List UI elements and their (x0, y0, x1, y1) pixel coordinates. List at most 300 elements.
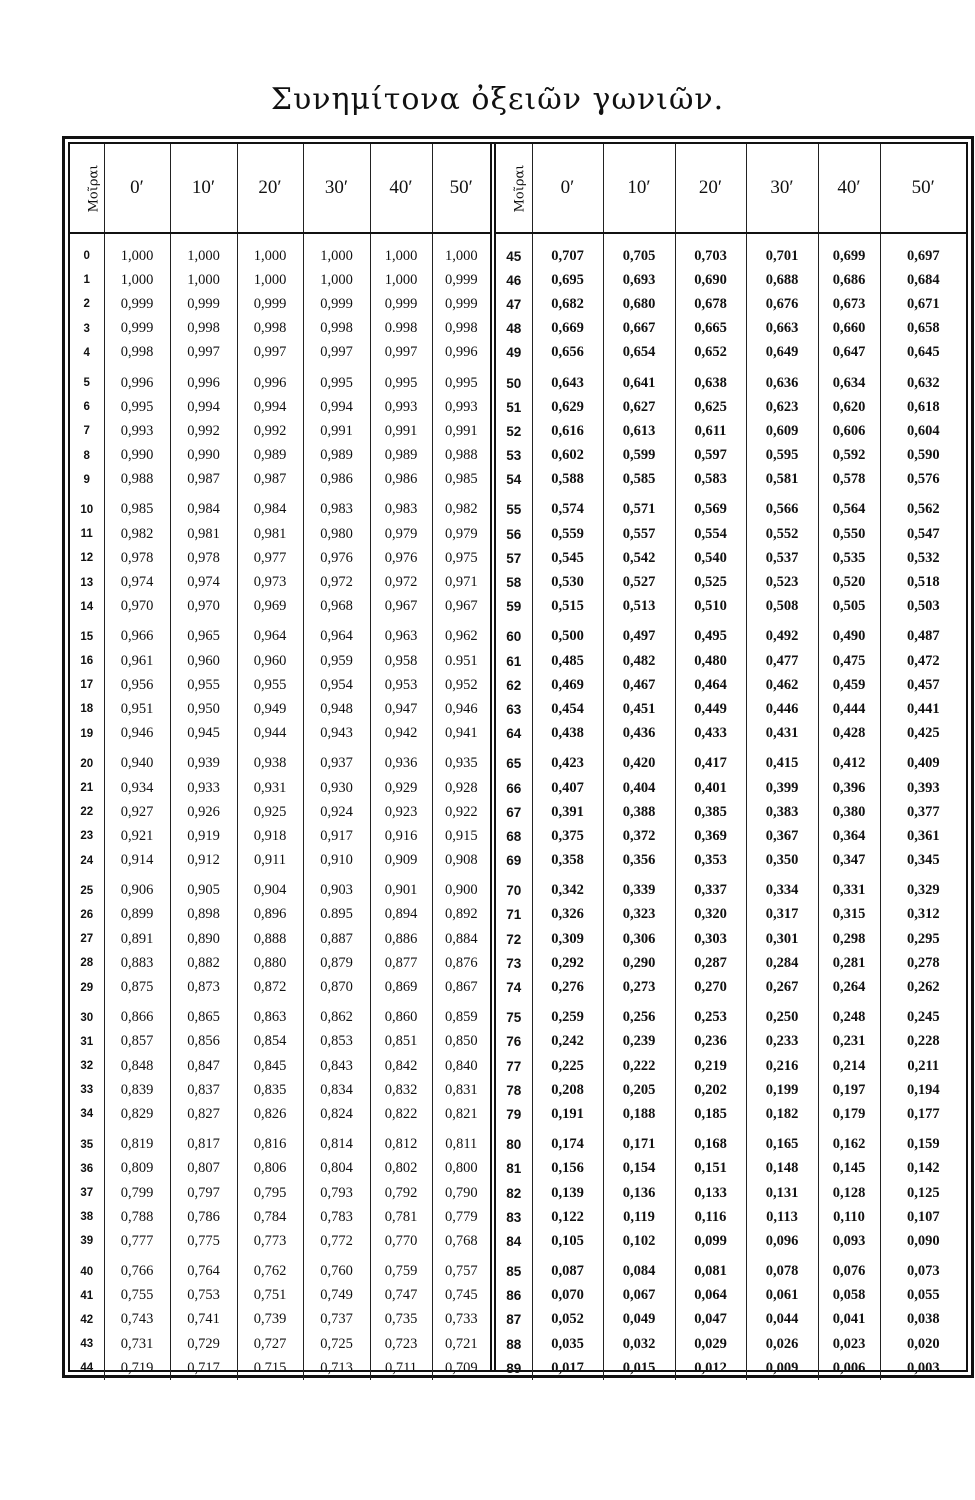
table-row (70, 1332, 490, 1356)
degree-cell: 0 (83, 250, 90, 263)
cosine-value-cell: 1,000 (170, 233, 237, 268)
cosine-value-cell: 0,911 (237, 849, 303, 873)
table-row (70, 1308, 490, 1332)
cosine-value-cell: 0,239 (603, 1030, 675, 1054)
degree-cell: 6 (83, 401, 90, 414)
cosine-value-cell: 0,997 (170, 341, 237, 365)
table-row (70, 444, 490, 468)
cosine-value-cell: 0,505 (818, 595, 880, 619)
cosine-value-cell: 0,733 (432, 1308, 490, 1332)
table-row (496, 395, 966, 419)
degree-cell: 85 (506, 1264, 522, 1280)
cosine-value-cell: 0,790 (432, 1181, 490, 1205)
cosine-value-cell: 0,464 (675, 673, 746, 697)
cosine-value-cell: 0,883 (104, 951, 170, 975)
cosine-value-cell: 0.715 (237, 1356, 303, 1380)
cosine-value-cell: 0,843 (303, 1054, 370, 1078)
cosine-value-cell: 0,703 (675, 233, 746, 268)
cosine-value-cell: 0,562 (880, 492, 966, 522)
cosine-value-cell: 0,329 (880, 873, 966, 903)
cosine-value-cell: 0,729 (170, 1332, 237, 1356)
cosine-value-cell: 0,705 (603, 233, 675, 268)
degree-cell: 71 (506, 907, 522, 923)
table-row (70, 317, 490, 341)
table-row (496, 722, 966, 746)
degree-cell: 78 (506, 1082, 522, 1098)
cosine-value-cell: 0,542 (603, 546, 675, 570)
degree-cell: 39 (80, 1235, 94, 1248)
cosine-value-cell: 0,860 (370, 1000, 432, 1030)
cosine-value-cell: 0,926 (170, 800, 237, 824)
cosine-value-cell: 0,891 (104, 927, 170, 951)
cosine-value-cell: 0,735 (370, 1308, 432, 1332)
cosine-value-cell: 0,969 (237, 595, 303, 619)
cosine-value-cell: 0,870 (303, 975, 370, 999)
table-row (70, 268, 490, 292)
column-header: 20′ (675, 144, 746, 233)
table-row (496, 468, 966, 492)
cosine-value-cell: 0,949 (237, 697, 303, 721)
cosine-value-cell: 0,673 (818, 292, 880, 316)
cosine-value-cell: 0,417 (675, 746, 746, 776)
degree-cell: 89 (506, 1360, 522, 1376)
cosine-value-cell: 0,264 (818, 975, 880, 999)
cosine-value-cell: 0,982 (432, 492, 490, 522)
cosine-value-cell: 0,547 (880, 522, 966, 546)
cosine-value-cell: 0,989 (303, 444, 370, 468)
table-row (70, 849, 490, 873)
table-row (496, 975, 966, 999)
cosine-value-cell: 0,676 (746, 292, 818, 316)
cosine-value-cell: 0,937 (303, 746, 370, 776)
cosine-value-cell: 0,721 (432, 1332, 490, 1356)
table-row (70, 1030, 490, 1054)
cosine-value-cell: 0,837 (170, 1078, 237, 1102)
degree-cell: 4 (83, 346, 90, 359)
cosine-value-cell: 0,081 (675, 1254, 746, 1284)
cosine-value-cell: 0,613 (603, 419, 675, 443)
cosine-value-cell: 0,361 (880, 824, 966, 848)
cosine-value-cell: 0,942 (370, 722, 432, 746)
degree-cell: 1 (83, 274, 90, 287)
cosine-value-cell: 0,420 (603, 746, 675, 776)
cosine-value-cell: 0,222 (603, 1054, 675, 1078)
cosine-value-cell: 0,116 (675, 1205, 746, 1229)
cosine-value-cell: 0,951 (104, 697, 170, 721)
cosine-value-cell: 0,020 (880, 1332, 966, 1356)
cosine-value-cell: 0,865 (170, 1000, 237, 1030)
cosine-value-cell: 0,989 (370, 444, 432, 468)
cosine-value-cell: 0,367 (746, 824, 818, 848)
cosine-value-cell: 0,388 (603, 800, 675, 824)
cosine-value-cell: 0,609 (746, 419, 818, 443)
cosine-value-cell: 0,713 (303, 1356, 370, 1380)
table-row (496, 1054, 966, 1078)
cosine-value-cell: 0,581 (746, 468, 818, 492)
cosine-value-cell: 0,980 (303, 522, 370, 546)
cosine-value-cell: 0,935 (432, 746, 490, 776)
cosine-value-cell: 0,500 (532, 619, 603, 649)
cosine-value-cell: 0,869 (370, 975, 432, 999)
cosine-value-cell: 0,179 (818, 1102, 880, 1126)
cosine-value-cell: 0,924 (303, 800, 370, 824)
cosine-value-cell: 0,981 (170, 522, 237, 546)
cosine-value-cell: 0,853 (303, 1030, 370, 1054)
cosine-value-cell: 0,786 (170, 1205, 237, 1229)
cosine-value-cell: 0,532 (880, 546, 966, 570)
degree-cell: 80 (506, 1137, 522, 1153)
degree-cell: 51 (506, 399, 522, 415)
cosine-value-cell: 0,107 (880, 1205, 966, 1229)
column-header: 10′ (170, 144, 237, 233)
table-row (496, 1102, 966, 1126)
cosine-value-cell: 0,947 (370, 697, 432, 721)
cosine-value-cell: 0,590 (880, 444, 966, 468)
table-row (496, 595, 966, 619)
cosine-value-cell: 0,807 (170, 1157, 237, 1181)
cosine-value-cell: 0,550 (818, 522, 880, 546)
cosine-value-cell: 0,962 (432, 619, 490, 649)
cosine-value-cell: 0,641 (603, 365, 675, 395)
cosine-value-cell: 0,925 (237, 800, 303, 824)
cosine-value-cell: 0,963 (370, 619, 432, 649)
cosine-value-cell: 0,636 (746, 365, 818, 395)
cosine-value-cell: 0,943 (303, 722, 370, 746)
degrees-header-label: Μοῖραι (86, 164, 102, 213)
page-title: Συνημίτονα ὀξειῶν γωνιῶν. (270, 82, 725, 117)
cosine-value-cell: 0,645 (880, 341, 966, 365)
cosine-value-cell: 0,205 (603, 1078, 675, 1102)
cosine-value-cell: 0,991 (370, 419, 432, 443)
cosine-value-cell: 0,959 (303, 649, 370, 673)
cosine-value-cell: 0,656 (532, 341, 603, 365)
table-row (70, 468, 490, 492)
cosine-value-cell: 0,695 (532, 268, 603, 292)
cosine-value-cell: 0,105 (532, 1229, 603, 1253)
cosine-value-cell: 0,998 (170, 317, 237, 341)
cosine-value-cell: 0,423 (532, 746, 603, 776)
column-header: 50′ (432, 144, 490, 233)
cosine-value-cell: 0.895 (303, 903, 370, 927)
table-row (70, 595, 490, 619)
degree-cell: 37 (80, 1187, 94, 1200)
table-row (496, 619, 966, 649)
cosine-value-cell: 0,475 (818, 649, 880, 673)
cosine-value-cell: 0,999 (303, 292, 370, 316)
cosine-value-cell: 0,510 (675, 595, 746, 619)
table-row (496, 903, 966, 927)
cosine-value-cell: 0,199 (746, 1078, 818, 1102)
cosine-value-cell: 0,292 (532, 951, 603, 975)
cosine-value-cell: 0,078 (746, 1254, 818, 1284)
degree-cell: 31 (80, 1035, 94, 1048)
cosine-value-cell: 0,964 (303, 619, 370, 649)
cosine-value-cell: 0,345 (880, 849, 966, 873)
cosine-value-cell: 0,233 (746, 1030, 818, 1054)
cosine-value-cell: 0,165 (746, 1127, 818, 1157)
cosine-value-cell: 0,052 (532, 1308, 603, 1332)
cosine-value-cell: 0,652 (675, 341, 746, 365)
cosine-value-cell: 0,824 (303, 1102, 370, 1126)
cosine-value-cell: 0,495 (675, 619, 746, 649)
degree-cell: 13 (80, 576, 94, 589)
cosine-value-cell: 0,369 (675, 824, 746, 848)
cosine-value-cell: 0,955 (170, 673, 237, 697)
cosine-value-cell: 0,372 (603, 824, 675, 848)
degree-cell: 55 (506, 502, 522, 518)
cosine-value-cell: 0,788 (104, 1205, 170, 1229)
degree-cell: 73 (506, 955, 522, 971)
table-row (496, 233, 966, 268)
cosine-value-cell: 0,457 (880, 673, 966, 697)
cosine-value-cell: 0,975 (432, 546, 490, 570)
cosine-value-cell: 0,982 (104, 522, 170, 546)
cosine-value-cell: 0,148 (746, 1157, 818, 1181)
cosine-value-cell: 0,998 (303, 317, 370, 341)
table-row (496, 1157, 966, 1181)
cosine-value-cell: 0,290 (603, 951, 675, 975)
degree-cell: 83 (506, 1209, 522, 1225)
cosine-value-cell: 0,592 (818, 444, 880, 468)
cosine-value-cell: 0,955 (237, 673, 303, 697)
cosine-value-cell: 0,574 (532, 492, 603, 522)
cosine-value-cell: 0,588 (532, 468, 603, 492)
cosine-value-cell: 0,492 (746, 619, 818, 649)
cosine-value-cell: 0,315 (818, 903, 880, 927)
cosine-value-cell: 0,892 (432, 903, 490, 927)
cosine-value-cell: 1,000 (303, 233, 370, 268)
cosine-value-cell: 0,779 (432, 1205, 490, 1229)
cosine-value-cell: 0,905 (170, 873, 237, 903)
table-row (70, 1102, 490, 1126)
cosine-value-cell: 0,554 (675, 522, 746, 546)
column-header: 0′ (104, 144, 170, 233)
cosine-value-cell: 0,449 (675, 697, 746, 721)
cosine-value-cell: 0,032 (603, 1332, 675, 1356)
cosine-value-cell: 0,792 (370, 1181, 432, 1205)
cosine-value-cell: 0,739 (237, 1308, 303, 1332)
cosine-value-cell: 0,882 (170, 951, 237, 975)
cosine-value-cell: 0,901 (370, 873, 432, 903)
table-row (70, 776, 490, 800)
cosine-value-cell: 0,693 (603, 268, 675, 292)
cosine-value-cell: 0,214 (818, 1054, 880, 1078)
cosine-value-cell: 0,997 (370, 341, 432, 365)
cosine-value-cell: 0,682 (532, 292, 603, 316)
cosine-value-cell: 0,477 (746, 649, 818, 673)
cosine-value-cell: 0,719 (104, 1356, 170, 1380)
table-row (70, 619, 490, 649)
cosine-value-cell: 0,987 (170, 468, 237, 492)
cosine-value-cell: 0,326 (532, 903, 603, 927)
cosine-value-cell: 0,168 (675, 1127, 746, 1157)
cosine-value-cell: 0,990 (170, 444, 237, 468)
cosine-value-cell: 0,162 (818, 1127, 880, 1157)
cosine-value-cell: 0,377 (880, 800, 966, 824)
degrees-header (496, 144, 532, 233)
cosine-value-cell: 0,948 (303, 697, 370, 721)
cosine-value-cell: 0,933 (170, 776, 237, 800)
table-row (496, 522, 966, 546)
cosine-value-cell: 0,970 (170, 595, 237, 619)
cosine-value-cell: 0,876 (432, 951, 490, 975)
cosine-value-cell: 1,000 (303, 268, 370, 292)
cosine-value-cell: 0,961 (104, 649, 170, 673)
cosine-value-cell: 1,000 (104, 233, 170, 268)
cosine-value-cell: 0,806 (237, 1157, 303, 1181)
degree-cell: 26 (80, 908, 94, 921)
table-row (496, 1254, 966, 1284)
table-row (70, 1254, 490, 1284)
cosine-value-cell: 0,997 (237, 341, 303, 365)
cosine-value-cell: 0,629 (532, 395, 603, 419)
cosine-value-cell: 0,087 (532, 1254, 603, 1284)
cosine-value-cell: 0,884 (432, 927, 490, 951)
cosine-value-cell: 0,999 (432, 268, 490, 292)
cosine-value-cell: 0,399 (746, 776, 818, 800)
cosine-value-cell: 0,383 (746, 800, 818, 824)
table-body-left (70, 233, 490, 1380)
degree-cell: 35 (80, 1138, 94, 1151)
degree-cell: 24 (80, 854, 94, 867)
cosine-value-cell: 0,009 (746, 1356, 818, 1380)
cosine-value-cell: 0,472 (880, 649, 966, 673)
cosine-value-cell: 0,385 (675, 800, 746, 824)
cosine-value-cell: 0,576 (880, 468, 966, 492)
cosine-value-cell: 0,971 (432, 570, 490, 594)
cosine-value-cell: 0,784 (237, 1205, 303, 1229)
degree-cell: 64 (506, 726, 522, 742)
cosine-value-cell: 0,994 (170, 395, 237, 419)
cosine-value-cell: 0,047 (675, 1308, 746, 1332)
cosine-value-cell: 0,973 (237, 570, 303, 594)
cosine-value-cell: 0,497 (603, 619, 675, 649)
cosine-value-cell: 0,764 (170, 1254, 237, 1284)
cosine-value-cell: 0,552 (746, 522, 818, 546)
cosine-value-cell: 0,665 (675, 317, 746, 341)
degree-cell: 74 (506, 980, 522, 996)
cosine-value-cell: 0,991 (303, 419, 370, 443)
cosine-value-cell: 0,680 (603, 292, 675, 316)
table-row (70, 824, 490, 848)
cosine-value-cell: 0,834 (303, 1078, 370, 1102)
cosine-value-cell: 0,995 (104, 395, 170, 419)
cosine-value-cell: 0,856 (170, 1030, 237, 1054)
cosine-value-cell: 0,174 (532, 1127, 603, 1157)
cosine-value-cell: 0,697 (880, 233, 966, 268)
cosine-value-cell: 0,804 (303, 1157, 370, 1181)
degree-cell: 82 (506, 1185, 522, 1201)
table-row (70, 951, 490, 975)
cosine-value-cell: 0,444 (818, 697, 880, 721)
cosine-value-cell: 0,974 (104, 570, 170, 594)
cosine-value-cell: 0,940 (104, 746, 170, 776)
cosine-value-cell: 0,946 (104, 722, 170, 746)
table-row (496, 849, 966, 873)
degree-cell: 30 (80, 1011, 94, 1024)
table-row (496, 1030, 966, 1054)
table-row (496, 1181, 966, 1205)
degree-cell: 41 (80, 1289, 94, 1302)
cosine-value-cell: 0,029 (675, 1332, 746, 1356)
cosine-value-cell: 0,800 (432, 1157, 490, 1181)
cosine-value-cell: 0,995 (303, 365, 370, 395)
cosine-value-cell: 0.998 (370, 317, 432, 341)
cosine-value-cell: 0,044 (746, 1308, 818, 1332)
cosine-value-cell: 0,984 (237, 492, 303, 522)
cosine-value-cell: 0,678 (675, 292, 746, 316)
degree-cell: 44 (80, 1362, 94, 1375)
cosine-table-right (496, 144, 966, 1380)
cosine-value-cell: 0,654 (603, 341, 675, 365)
cosine-value-cell: 0,242 (532, 1030, 603, 1054)
cosine-value-cell: 0,431 (746, 722, 818, 746)
cosine-value-cell: 0,994 (303, 395, 370, 419)
table-row (70, 522, 490, 546)
table-row (70, 570, 490, 594)
cosine-value-cell: 0,992 (170, 419, 237, 443)
table-row (70, 1157, 490, 1181)
cosine-value-cell: 0,993 (432, 395, 490, 419)
cosine-value-cell: 0,627 (603, 395, 675, 419)
cosine-value-cell: 0,301 (746, 927, 818, 951)
cosine-value-cell: 0,956 (104, 673, 170, 697)
degree-cell: 18 (80, 703, 94, 716)
cosine-value-cell: 0,762 (237, 1254, 303, 1284)
cosine-value-cell: 0,977 (237, 546, 303, 570)
degree-cell: 12 (80, 552, 94, 565)
cosine-value-cell: 0,093 (818, 1229, 880, 1253)
cosine-value-cell: 0,831 (432, 1078, 490, 1102)
degree-cell: 40 (80, 1265, 94, 1278)
cosine-value-cell: 0,564 (818, 492, 880, 522)
cosine-value-cell: 0,312 (880, 903, 966, 927)
cosine-value-cell: 0,035 (532, 1332, 603, 1356)
table-row (70, 746, 490, 776)
cosine-value-cell: 0,131 (746, 1181, 818, 1205)
cosine-value-cell: 0,133 (675, 1181, 746, 1205)
cosine-value-cell: 0,569 (675, 492, 746, 522)
degree-cell: 50 (506, 375, 522, 391)
table-row (496, 1229, 966, 1253)
table-row (496, 444, 966, 468)
cosine-value-cell: 0,747 (370, 1284, 432, 1308)
cosine-value-cell: 0,256 (603, 1000, 675, 1030)
cosine-value-cell: 0,867 (432, 975, 490, 999)
cosine-value-cell: 0,686 (818, 268, 880, 292)
cosine-value-cell: 0,921 (104, 824, 170, 848)
cosine-value-cell: 0,880 (237, 951, 303, 975)
cosine-value-cell: 0,851 (370, 1030, 432, 1054)
cosine-value-cell: 0,829 (104, 1102, 170, 1126)
cosine-value-cell: 0,952 (432, 673, 490, 697)
cosine-value-cell: 0,003 (880, 1356, 966, 1380)
cosine-value-cell: 0,983 (303, 492, 370, 522)
cosine-value-cell: 0,540 (675, 546, 746, 570)
cosine-value-cell: 0,965 (170, 619, 237, 649)
degree-cell: 57 (506, 550, 522, 566)
cosine-value-cell: 0,557 (603, 522, 675, 546)
cosine-value-cell: 0,616 (532, 419, 603, 443)
cosine-value-cell: 0,888 (237, 927, 303, 951)
cosine-value-cell: 0,879 (303, 951, 370, 975)
cosine-value-cell: 0,847 (170, 1054, 237, 1078)
cosine-value-cell: 0,520 (818, 570, 880, 594)
degree-cell: 79 (506, 1106, 522, 1122)
table-row (496, 697, 966, 721)
cosine-value-cell: 0,270 (675, 975, 746, 999)
cosine-value-cell: 0,775 (170, 1229, 237, 1253)
